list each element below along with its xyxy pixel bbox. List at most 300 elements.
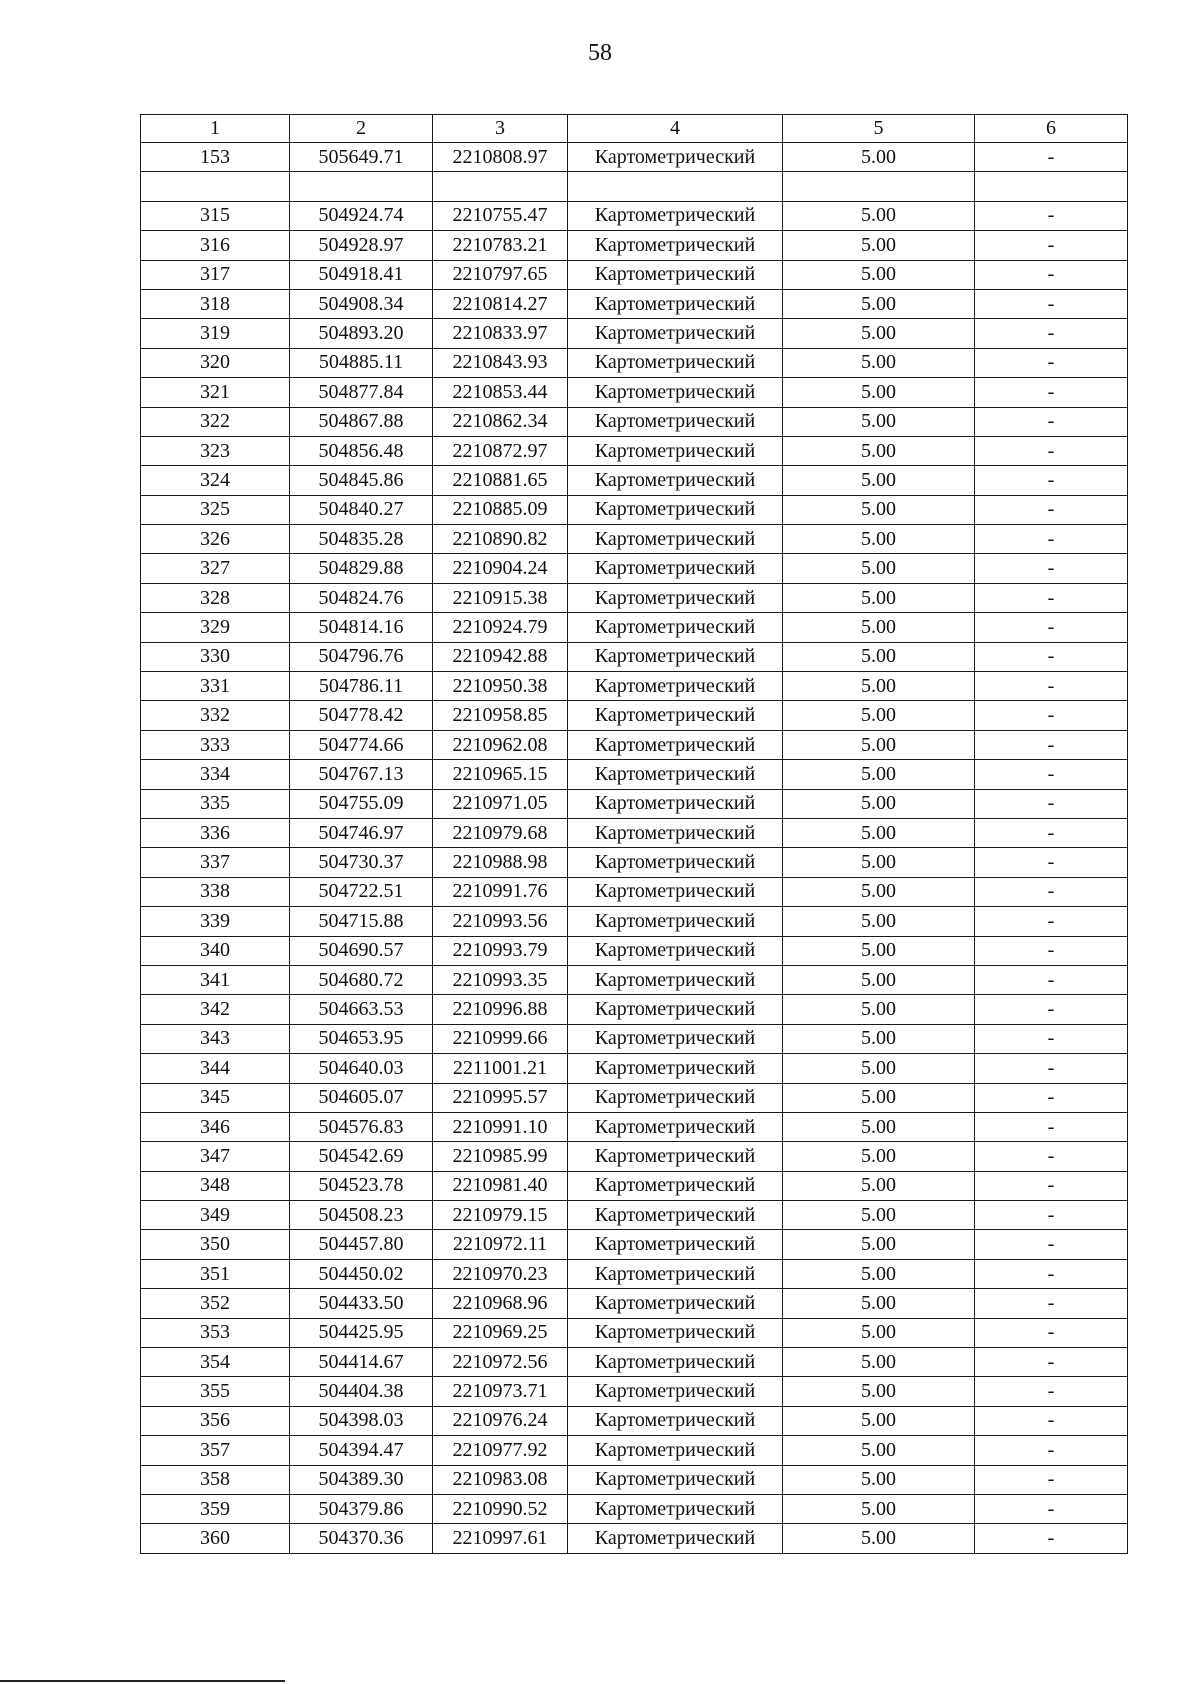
table-cell: 504508.23 [290, 1201, 433, 1230]
table-cell: 333 [141, 730, 290, 759]
table-cell: 504404.38 [290, 1377, 433, 1406]
table-cell: Картометрический [568, 231, 783, 260]
table-cell: 5.00 [783, 1348, 975, 1377]
table-cell: Картометрический [568, 701, 783, 730]
table-cell: - [975, 1465, 1128, 1494]
table-cell: 5.00 [783, 1083, 975, 1112]
table-cell: Картометрический [568, 289, 783, 318]
table-cell: 504450.02 [290, 1259, 433, 1288]
table-cell: 504755.09 [290, 789, 433, 818]
table-cell [568, 172, 783, 201]
table-cell: 5.00 [783, 348, 975, 377]
table-cell: 323 [141, 436, 290, 465]
table-cell: 327 [141, 554, 290, 583]
table-cell: - [975, 965, 1128, 994]
table-row [141, 1142, 1128, 1171]
table-cell: Картометрический [568, 1142, 783, 1171]
table-cell: 355 [141, 1377, 290, 1406]
table-cell: 5.00 [783, 907, 975, 936]
table-cell: 350 [141, 1230, 290, 1259]
table-cell: 5.00 [783, 818, 975, 847]
table-cell: Картометрический [568, 672, 783, 701]
table-cell: 5.00 [783, 1171, 975, 1200]
table-cell: 504523.78 [290, 1171, 433, 1200]
table-cell: 504389.30 [290, 1465, 433, 1494]
table-cell: 2210904.24 [433, 554, 568, 583]
table-cell: 504379.86 [290, 1494, 433, 1523]
table-cell: Картометрический [568, 407, 783, 436]
table-cell: 2210993.35 [433, 965, 568, 994]
table-cell: Картометрический [568, 789, 783, 818]
table-cell: 504893.20 [290, 319, 433, 348]
table-cell: 2210983.08 [433, 1465, 568, 1494]
table-cell: - [975, 995, 1128, 1024]
table-cell: Картометрический [568, 378, 783, 407]
table-cell: - [975, 407, 1128, 436]
table-cell: 352 [141, 1289, 290, 1318]
table-row [141, 936, 1128, 965]
table-cell: - [975, 348, 1128, 377]
table-cell: 504433.50 [290, 1289, 433, 1318]
table-cell: 504877.84 [290, 378, 433, 407]
table-cell: 342 [141, 995, 290, 1024]
table-cell: 2210797.65 [433, 260, 568, 289]
table-cell: Картометрический [568, 1083, 783, 1112]
table-cell: 2210970.23 [433, 1259, 568, 1288]
table-row [141, 672, 1128, 701]
table-cell: 5.00 [783, 848, 975, 877]
table-cell: 2210991.10 [433, 1112, 568, 1141]
table-cell: 504663.53 [290, 995, 433, 1024]
table-cell: Картометрический [568, 1171, 783, 1200]
table-cell: 504370.36 [290, 1524, 433, 1553]
table-cell: 5.00 [783, 760, 975, 789]
table-cell: 2210924.79 [433, 613, 568, 642]
table-cell: 337 [141, 848, 290, 877]
table-cell: - [975, 672, 1128, 701]
table-cell: 5.00 [783, 936, 975, 965]
table-cell: - [975, 1436, 1128, 1465]
table-cell [783, 172, 975, 201]
table-cell: - [975, 201, 1128, 230]
table-row [141, 760, 1128, 789]
table-row [141, 172, 1128, 201]
table-cell: 317 [141, 260, 290, 289]
table-header-row [141, 115, 1128, 143]
table-cell: Картометрический [568, 1406, 783, 1435]
table-cell: 5.00 [783, 965, 975, 994]
table-cell: Картометрический [568, 1054, 783, 1083]
table-cell: - [975, 289, 1128, 318]
table-cell: 331 [141, 672, 290, 701]
table-cell: 2210885.09 [433, 495, 568, 524]
table-cell: 325 [141, 495, 290, 524]
table-cell: - [975, 554, 1128, 583]
table-cell: 2211001.21 [433, 1054, 568, 1083]
table-cell: 2210979.68 [433, 818, 568, 847]
table-row [141, 995, 1128, 1024]
table-cell: 504928.97 [290, 231, 433, 260]
table-cell: 2210872.97 [433, 436, 568, 465]
coordinates-table [140, 114, 1128, 1554]
table-cell: 328 [141, 583, 290, 612]
table-cell: 5.00 [783, 231, 975, 260]
table-cell: 504918.41 [290, 260, 433, 289]
table-cell: Картометрический [568, 936, 783, 965]
table-row [141, 231, 1128, 260]
table-cell: 2210862.34 [433, 407, 568, 436]
table-cell: 358 [141, 1465, 290, 1494]
table-cell: 504774.66 [290, 730, 433, 759]
table-cell: 5.00 [783, 1377, 975, 1406]
table-row [141, 1465, 1128, 1494]
table-cell: 320 [141, 348, 290, 377]
table-row [141, 554, 1128, 583]
table-cell: - [975, 1112, 1128, 1141]
table-cell: 2210950.38 [433, 672, 568, 701]
table-cell: Картометрический [568, 1318, 783, 1347]
table-row [141, 201, 1128, 230]
table-cell: 504908.34 [290, 289, 433, 318]
table-cell: - [975, 583, 1128, 612]
table-row [141, 1289, 1128, 1318]
table-cell: 2210969.25 [433, 1318, 568, 1347]
table-cell: - [975, 1406, 1128, 1435]
table-row [141, 348, 1128, 377]
table-cell: Картометрический [568, 319, 783, 348]
table-cell: 504730.37 [290, 848, 433, 877]
table-cell: 504767.13 [290, 760, 433, 789]
table-cell: Картометрический [568, 818, 783, 847]
table-cell: Картометрический [568, 613, 783, 642]
table-body [141, 143, 1128, 1554]
table-cell: 324 [141, 466, 290, 495]
table-cell: 504856.48 [290, 436, 433, 465]
table-cell: - [975, 1494, 1128, 1523]
table-cell: - [975, 1083, 1128, 1112]
table-cell: 504924.74 [290, 201, 433, 230]
table-row [141, 1348, 1128, 1377]
table-cell: 330 [141, 642, 290, 671]
table-row [141, 289, 1128, 318]
table-cell: Картометрический [568, 260, 783, 289]
table-cell: 504605.07 [290, 1083, 433, 1112]
table-cell: 2210783.21 [433, 231, 568, 260]
table-row [141, 143, 1128, 172]
table-cell: 344 [141, 1054, 290, 1083]
table-cell: 2210808.97 [433, 143, 568, 172]
table-row [141, 1524, 1128, 1553]
table-cell: Картометрический [568, 760, 783, 789]
table-cell [975, 172, 1128, 201]
table-cell: 336 [141, 818, 290, 847]
table-cell: - [975, 436, 1128, 465]
table-cell: 349 [141, 1201, 290, 1230]
table-cell: Картометрический [568, 1494, 783, 1523]
table-cell: 504690.57 [290, 936, 433, 965]
table-row [141, 466, 1128, 495]
table-row [141, 701, 1128, 730]
table-cell: - [975, 818, 1128, 847]
table-cell: 5.00 [783, 583, 975, 612]
table-cell: 504640.03 [290, 1054, 433, 1083]
table-cell: Картометрический [568, 436, 783, 465]
table-cell: Картометрический [568, 642, 783, 671]
table-cell: - [975, 319, 1128, 348]
table-cell: 2210985.99 [433, 1142, 568, 1171]
table-cell: 504885.11 [290, 348, 433, 377]
table-cell: 5.00 [783, 642, 975, 671]
table-cell: 504829.88 [290, 554, 433, 583]
table-cell: 504722.51 [290, 877, 433, 906]
header-cell: 6 [975, 115, 1128, 143]
table-row [141, 613, 1128, 642]
table-cell: 2210958.85 [433, 701, 568, 730]
table-cell: 2210977.92 [433, 1436, 568, 1465]
table-cell: Картометрический [568, 554, 783, 583]
table-cell [290, 172, 433, 201]
table-cell: 5.00 [783, 1201, 975, 1230]
table-cell: 338 [141, 877, 290, 906]
table-cell: - [975, 1230, 1128, 1259]
table-cell: 322 [141, 407, 290, 436]
table-cell: 5.00 [783, 877, 975, 906]
table-row [141, 818, 1128, 847]
table-row [141, 789, 1128, 818]
table-row [141, 1112, 1128, 1141]
table-cell: 5.00 [783, 289, 975, 318]
table-cell: 5.00 [783, 1024, 975, 1053]
table-cell: Картометрический [568, 1348, 783, 1377]
table-cell: 504845.86 [290, 466, 433, 495]
table-cell: 5.00 [783, 789, 975, 818]
table-cell: 153 [141, 143, 290, 172]
table-cell: Картометрический [568, 995, 783, 1024]
table-cell: Картометрический [568, 1377, 783, 1406]
table-cell: - [975, 1259, 1128, 1288]
table-cell: 504542.69 [290, 1142, 433, 1171]
table-cell: 2210997.61 [433, 1524, 568, 1553]
table-cell: 2210988.98 [433, 848, 568, 877]
table-cell: 329 [141, 613, 290, 642]
table-row [141, 1406, 1128, 1435]
table-cell: 504824.76 [290, 583, 433, 612]
table-cell: 316 [141, 231, 290, 260]
table-cell: 504457.80 [290, 1230, 433, 1259]
table-cell: 2210990.52 [433, 1494, 568, 1523]
table-cell: - [975, 378, 1128, 407]
table-cell: 5.00 [783, 1494, 975, 1523]
table-cell: Картометрический [568, 143, 783, 172]
table-cell: 504680.72 [290, 965, 433, 994]
table-cell: - [975, 1024, 1128, 1053]
table-cell: 5.00 [783, 995, 975, 1024]
table-cell: 356 [141, 1406, 290, 1435]
table-cell: 360 [141, 1524, 290, 1553]
table-cell: 2210965.15 [433, 760, 568, 789]
table-cell: Картометрический [568, 1436, 783, 1465]
table-cell: 2210962.08 [433, 730, 568, 759]
table-cell: - [975, 936, 1128, 965]
coordinates-table-container [140, 114, 1128, 1554]
table-cell: 2210991.76 [433, 877, 568, 906]
table-cell: 504867.88 [290, 407, 433, 436]
table-row [141, 730, 1128, 759]
table-cell: 504425.95 [290, 1318, 433, 1347]
table-cell: 5.00 [783, 1406, 975, 1435]
table-cell: 5.00 [783, 1112, 975, 1141]
table-cell: 504414.67 [290, 1348, 433, 1377]
table-cell: 2210915.38 [433, 583, 568, 612]
table-cell: - [975, 1348, 1128, 1377]
table-cell: 2210972.56 [433, 1348, 568, 1377]
table-cell: 341 [141, 965, 290, 994]
table-row [141, 848, 1128, 877]
table-cell: - [975, 1054, 1128, 1083]
table-cell: - [975, 1377, 1128, 1406]
table-cell: Картометрический [568, 525, 783, 554]
header-cell: 2 [290, 115, 433, 143]
table-cell: 2210979.15 [433, 1201, 568, 1230]
table-row [141, 525, 1128, 554]
table-cell: 2210881.65 [433, 466, 568, 495]
table-cell: 359 [141, 1494, 290, 1523]
table-cell: 2210995.57 [433, 1083, 568, 1112]
table-cell: 343 [141, 1024, 290, 1053]
table-cell: 5.00 [783, 1259, 975, 1288]
table-cell: 504576.83 [290, 1112, 433, 1141]
table-cell: Картометрический [568, 348, 783, 377]
table-row [141, 1494, 1128, 1523]
table-row [141, 1171, 1128, 1200]
table-cell: Картометрический [568, 877, 783, 906]
table-cell: - [975, 730, 1128, 759]
table-cell: 504840.27 [290, 495, 433, 524]
table-cell: 345 [141, 1083, 290, 1112]
table-cell: 5.00 [783, 672, 975, 701]
table-cell: 321 [141, 378, 290, 407]
table-cell: Картометрический [568, 1201, 783, 1230]
table-cell: Картометрический [568, 1524, 783, 1553]
table-cell: 2210833.97 [433, 319, 568, 348]
table-cell: 504394.47 [290, 1436, 433, 1465]
table-row [141, 1201, 1128, 1230]
table-cell: 351 [141, 1259, 290, 1288]
table-cell: Картометрический [568, 965, 783, 994]
table-cell: 357 [141, 1436, 290, 1465]
header-cell: 3 [433, 115, 568, 143]
table-row [141, 1259, 1128, 1288]
table-cell: 5.00 [783, 1524, 975, 1553]
table-row [141, 260, 1128, 289]
table-cell: 505649.71 [290, 143, 433, 172]
table-cell: Картометрический [568, 848, 783, 877]
table-cell: Картометрический [568, 1465, 783, 1494]
table-cell: 504786.11 [290, 672, 433, 701]
footnote-divider [0, 1680, 285, 1682]
table-cell: Картометрический [568, 1112, 783, 1141]
table-cell: 2210843.93 [433, 348, 568, 377]
table-cell: - [975, 1171, 1128, 1200]
table-cell: 346 [141, 1112, 290, 1141]
table-cell: 319 [141, 319, 290, 348]
table-cell: Картометрический [568, 583, 783, 612]
table-cell: 354 [141, 1348, 290, 1377]
table-cell: - [975, 613, 1128, 642]
table-cell: 5.00 [783, 1465, 975, 1494]
table-cell: 334 [141, 760, 290, 789]
table-cell: 5.00 [783, 1289, 975, 1318]
table-cell: 5.00 [783, 143, 975, 172]
table-cell: 5.00 [783, 495, 975, 524]
table-cell: 353 [141, 1318, 290, 1347]
table-cell: 2210972.11 [433, 1230, 568, 1259]
table-cell [141, 172, 290, 201]
table-cell: 347 [141, 1142, 290, 1171]
table-cell: 5.00 [783, 525, 975, 554]
table-cell: 504715.88 [290, 907, 433, 936]
table-cell: 504653.95 [290, 1024, 433, 1053]
table-cell: - [975, 1524, 1128, 1553]
table-cell [433, 172, 568, 201]
table-row [141, 378, 1128, 407]
table-cell: - [975, 877, 1128, 906]
table-cell: Картометрический [568, 730, 783, 759]
table-cell: 504796.76 [290, 642, 433, 671]
table-cell: - [975, 1289, 1128, 1318]
table-row [141, 877, 1128, 906]
table-cell: - [975, 760, 1128, 789]
table-cell: - [975, 1318, 1128, 1347]
page-number: 58 [588, 40, 612, 66]
table-cell: 318 [141, 289, 290, 318]
table-cell: 326 [141, 525, 290, 554]
table-cell: 504778.42 [290, 701, 433, 730]
table-cell: - [975, 1142, 1128, 1171]
table-cell: 2210993.79 [433, 936, 568, 965]
table-row [141, 1318, 1128, 1347]
table-cell: 5.00 [783, 701, 975, 730]
table-cell: - [975, 701, 1128, 730]
table-cell: 504835.28 [290, 525, 433, 554]
table-cell: Картометрический [568, 201, 783, 230]
table-cell: - [975, 260, 1128, 289]
table-cell: 315 [141, 201, 290, 230]
table-cell: 5.00 [783, 466, 975, 495]
table-cell: 2210993.56 [433, 907, 568, 936]
table-cell: Картометрический [568, 466, 783, 495]
table-cell: 5.00 [783, 378, 975, 407]
table-cell: - [975, 848, 1128, 877]
table-cell: 5.00 [783, 554, 975, 583]
table-cell: 5.00 [783, 1230, 975, 1259]
table-cell: - [975, 789, 1128, 818]
table-cell: 332 [141, 701, 290, 730]
table-cell: 504398.03 [290, 1406, 433, 1435]
table-cell: - [975, 1201, 1128, 1230]
table-cell: 2210853.44 [433, 378, 568, 407]
table-cell: - [975, 495, 1128, 524]
table-cell: 5.00 [783, 730, 975, 759]
table-row [141, 1083, 1128, 1112]
table-cell: 2210968.96 [433, 1289, 568, 1318]
header-cell: 4 [568, 115, 783, 143]
table-row [141, 1230, 1128, 1259]
table-row [141, 965, 1128, 994]
table-cell: 2210981.40 [433, 1171, 568, 1200]
table-cell: 2210999.66 [433, 1024, 568, 1053]
table-cell: - [975, 143, 1128, 172]
